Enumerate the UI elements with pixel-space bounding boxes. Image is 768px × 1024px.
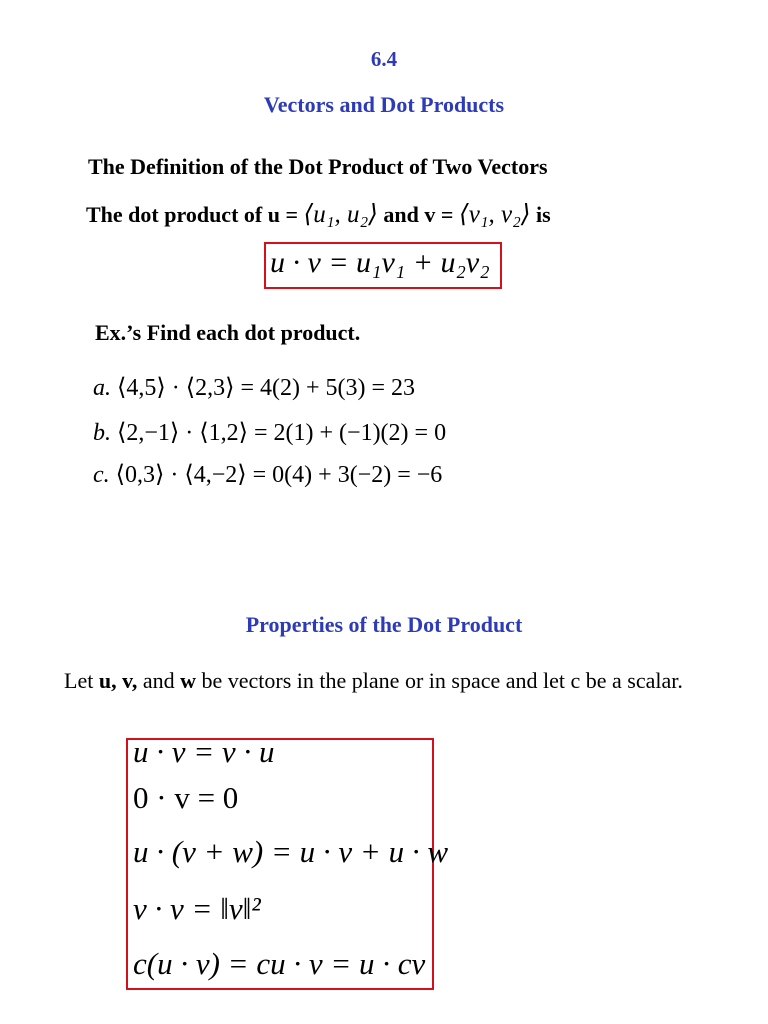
intro-vectors-uv: u, v, xyxy=(98,668,138,693)
example-label: c. xyxy=(93,462,110,488)
example-b xyxy=(93,418,446,447)
section-title: Vectors and Dot Products xyxy=(263,92,505,117)
v-symbol: v xyxy=(424,202,436,227)
example-c xyxy=(93,460,442,489)
dot-product-formula: u · v = u₁v₁ + u₂v₂ xyxy=(270,246,490,279)
equals-2: = xyxy=(435,202,459,227)
definition-line xyxy=(86,199,551,229)
example-expression: ⟨2,−1⟩ · ⟨1,2⟩ = 2(1) + (−1)(2) = 0 xyxy=(117,420,447,446)
property-commutative: u · v = v · u xyxy=(133,734,275,769)
property-magnitude: v · v = ‖v‖² xyxy=(133,891,261,926)
equals-1: = xyxy=(279,202,304,227)
v-components: ⟨v₁, v₂⟩ xyxy=(458,201,531,228)
example-expression: ⟨0,3⟩ · ⟨4,−2⟩ = 0(4) + 3(−2) = −6 xyxy=(115,462,443,488)
section-number: 6.4 xyxy=(370,47,398,71)
definition-heading: The Definition of the Dot Product of Two Vectors xyxy=(88,154,548,179)
property-scalar: c(u · v) = cu · v = u · cv xyxy=(133,946,426,981)
intro-text-3: be vectors in the plane or in space and let c be a scalar. xyxy=(196,668,683,693)
u-components: ⟨u₁, u₂⟩ xyxy=(303,201,378,228)
example-label: a. xyxy=(93,375,111,401)
examples-heading: Ex.’s Find each dot product. xyxy=(95,320,361,345)
example-a xyxy=(93,373,415,402)
example-label: b. xyxy=(93,420,111,446)
properties-title: Properties of the Dot Product xyxy=(245,612,523,637)
property-distributive: u · (v + w) = u · v + u · w xyxy=(133,834,449,869)
intro-text-2: and xyxy=(137,668,181,693)
definition-lead: The dot product of xyxy=(86,202,263,227)
intro-text-1: Let xyxy=(64,668,99,693)
example-expression: ⟨4,5⟩ · ⟨2,3⟩ = 4(2) + 5(3) = 23 xyxy=(117,375,416,401)
and-word: and xyxy=(383,202,425,227)
is-word: is xyxy=(536,202,551,227)
u-symbol: u xyxy=(267,202,280,227)
property-zero: 0 · v = 0 xyxy=(133,780,239,815)
properties-intro xyxy=(64,666,729,696)
intro-vector-w: w xyxy=(180,668,197,693)
